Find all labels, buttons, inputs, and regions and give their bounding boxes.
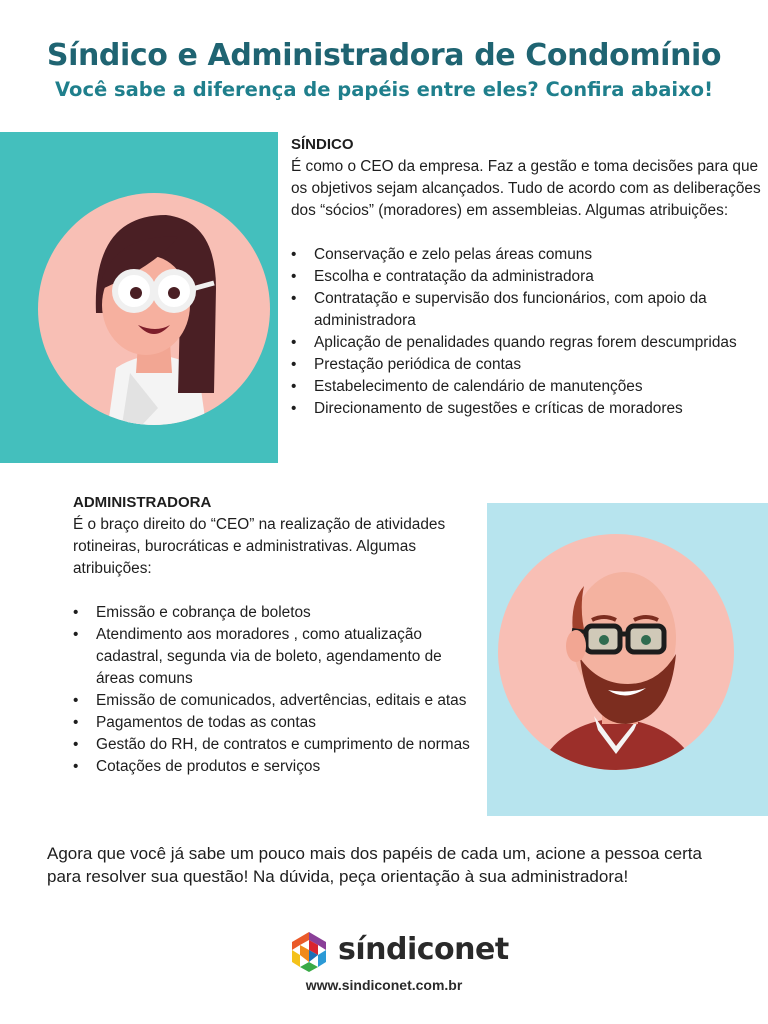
woman-avatar-illustration xyxy=(38,193,270,425)
list-item: • Prestação periódica de contas xyxy=(291,354,761,376)
list-item: • Aplicação de penalidades quando regras forem descumpridas xyxy=(291,332,761,354)
closing-paragraph: Agora que você já sabe um pouco mais dos papéis de cada um, acione a pessoa certa para resolver sua questão! Na dúvida, peça orientação à sua administradora! xyxy=(47,844,702,886)
list-item: • Gestão do RH, de contratos e cumprimento de normas xyxy=(73,734,483,756)
sindico-list xyxy=(291,244,761,420)
page-title: Síndico e Administradora de Condomínio xyxy=(46,38,722,73)
page-subtitle: Você sabe a diferença de papéis entre eles? Confira abaixo! xyxy=(55,78,713,101)
man-avatar-illustration xyxy=(498,534,734,770)
administradora-intro: É o braço direito do “CEO” na realização de atividades rotineiras, burocráticas e administrativas. Algumas atribuições: xyxy=(73,516,446,577)
list-item: • Estabelecimento de calendário de manutenções xyxy=(291,376,761,398)
sindiconet-logo[interactable] xyxy=(288,930,508,974)
list-item: • Direcionamento de sugestões e críticas de moradores xyxy=(291,398,761,420)
sindiconet-hexagon-logo-icon xyxy=(288,930,330,974)
woman-with-glasses-avatar-icon xyxy=(38,193,270,425)
list-item: • Cotações de produtos e serviços xyxy=(73,756,483,778)
website-link[interactable]: www.sindiconet.com.br xyxy=(305,977,463,993)
administradora-heading: ADMINISTRADORA xyxy=(73,494,212,511)
bearded-man-with-glasses-avatar-icon xyxy=(498,534,734,770)
list-item: • Conservação e zelo pelas áreas comuns xyxy=(291,244,761,266)
list-item: • Pagamentos de todas as contas xyxy=(73,712,483,734)
list-item: • Emissão de comunicados, advertências, editais e atas xyxy=(73,690,483,712)
sindico-intro: É como o CEO da empresa. Faz a gestão e toma decisões para que os objetivos sejam alcançados. Tudo de acordo com as deliberações dos “sócios” (moradores) em assembleias. Algumas atribuições: xyxy=(291,158,761,219)
list-item: • Atendimento aos moradores , como atualização cadastral, segunda via de boleto, agendamento de áreas comuns xyxy=(73,624,483,690)
sindico-section xyxy=(291,134,761,420)
list-item: • Escolha e contratação da administradora xyxy=(291,266,761,288)
list-item: • Emissão e cobrança de boletos xyxy=(73,602,483,624)
list-item: • Contratação e supervisão dos funcionários, com apoio da administradora xyxy=(291,288,761,332)
administradora-list xyxy=(73,602,483,778)
sindico-heading: SÍNDICO xyxy=(291,136,354,153)
logo-wordmark: síndiconet xyxy=(338,932,509,967)
administradora-section xyxy=(73,492,483,778)
